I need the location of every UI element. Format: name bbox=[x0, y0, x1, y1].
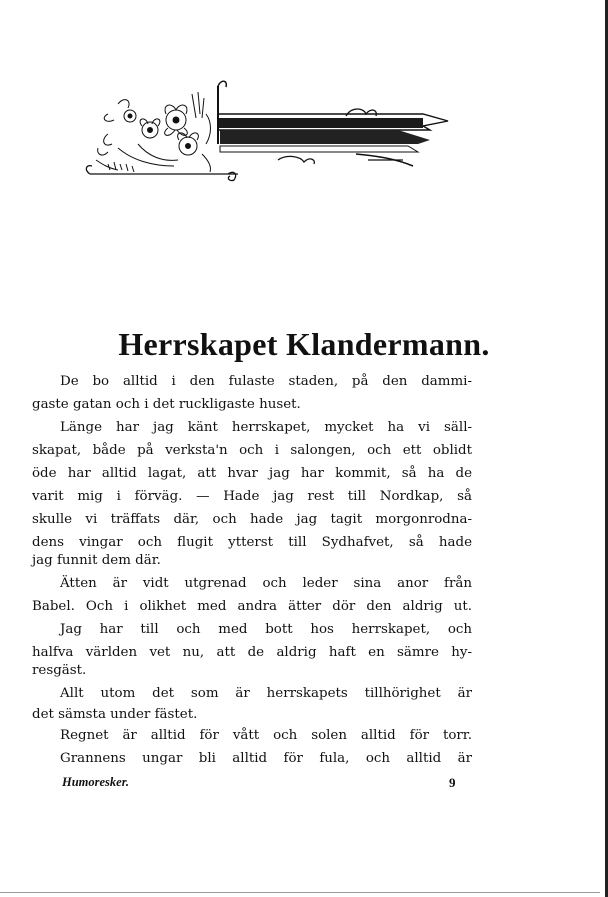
page-number: 9 bbox=[449, 775, 456, 790]
text-line: De bo alltid i den fulaste staden, på den dammi- bbox=[60, 374, 472, 389]
flower-cluster-icon bbox=[96, 92, 211, 172]
banner-pen-icon bbox=[218, 81, 448, 166]
page-title: Herrskapet Klandermann. bbox=[118, 326, 490, 362]
text-line: Ätten är vidt utgrenad och leder sina anor från bbox=[60, 576, 472, 591]
text-line: varit mig i förväg. — Hade jag rest till Nordkap, så bbox=[32, 489, 472, 504]
floral-ornament-illustration bbox=[78, 74, 458, 186]
text-line: skapat, både på verksta'n och i salongen, och ett oblidt bbox=[32, 443, 472, 458]
page-edge-line bbox=[0, 892, 600, 893]
text-line: Babel. Och i olikhet med andra ätter dör den aldrig ut. bbox=[32, 599, 472, 614]
text-line: Länge har jag känt herrskapet, mycket ha vi säll- bbox=[60, 420, 472, 435]
text-line: dens vingar och flugit ytterst till Sydhafvet, så hade bbox=[32, 535, 472, 550]
text-line: gaste gatan och i det ruckligaste huset. bbox=[32, 397, 301, 412]
text-line: halfva världen vet nu, att de aldrig haft en sämre hy- bbox=[32, 645, 472, 660]
text-line: Jag har till och med bott hos herrskapet, och bbox=[60, 622, 472, 637]
text-line: öde har alltid lagat, att hvar jag har kommit, så ha de bbox=[32, 466, 472, 481]
text-line: Allt utom det som är herrskapets tillhörighet är bbox=[60, 686, 472, 701]
text-line: Regnet är alltid för vått och solen alltid för torr. bbox=[60, 728, 472, 743]
text-line: Grannens ungar bli alltid för fula, och alltid är bbox=[60, 751, 472, 766]
text-line: skulle vi träffats där, och hade jag tagit morgonrodna- bbox=[32, 512, 472, 527]
footer-signature: Humoresker. bbox=[62, 775, 130, 789]
text-line: resgäst. bbox=[32, 663, 87, 678]
text-line: det sämsta under fästet. bbox=[32, 707, 198, 722]
text-line: jag funnit dem där. bbox=[32, 553, 161, 568]
